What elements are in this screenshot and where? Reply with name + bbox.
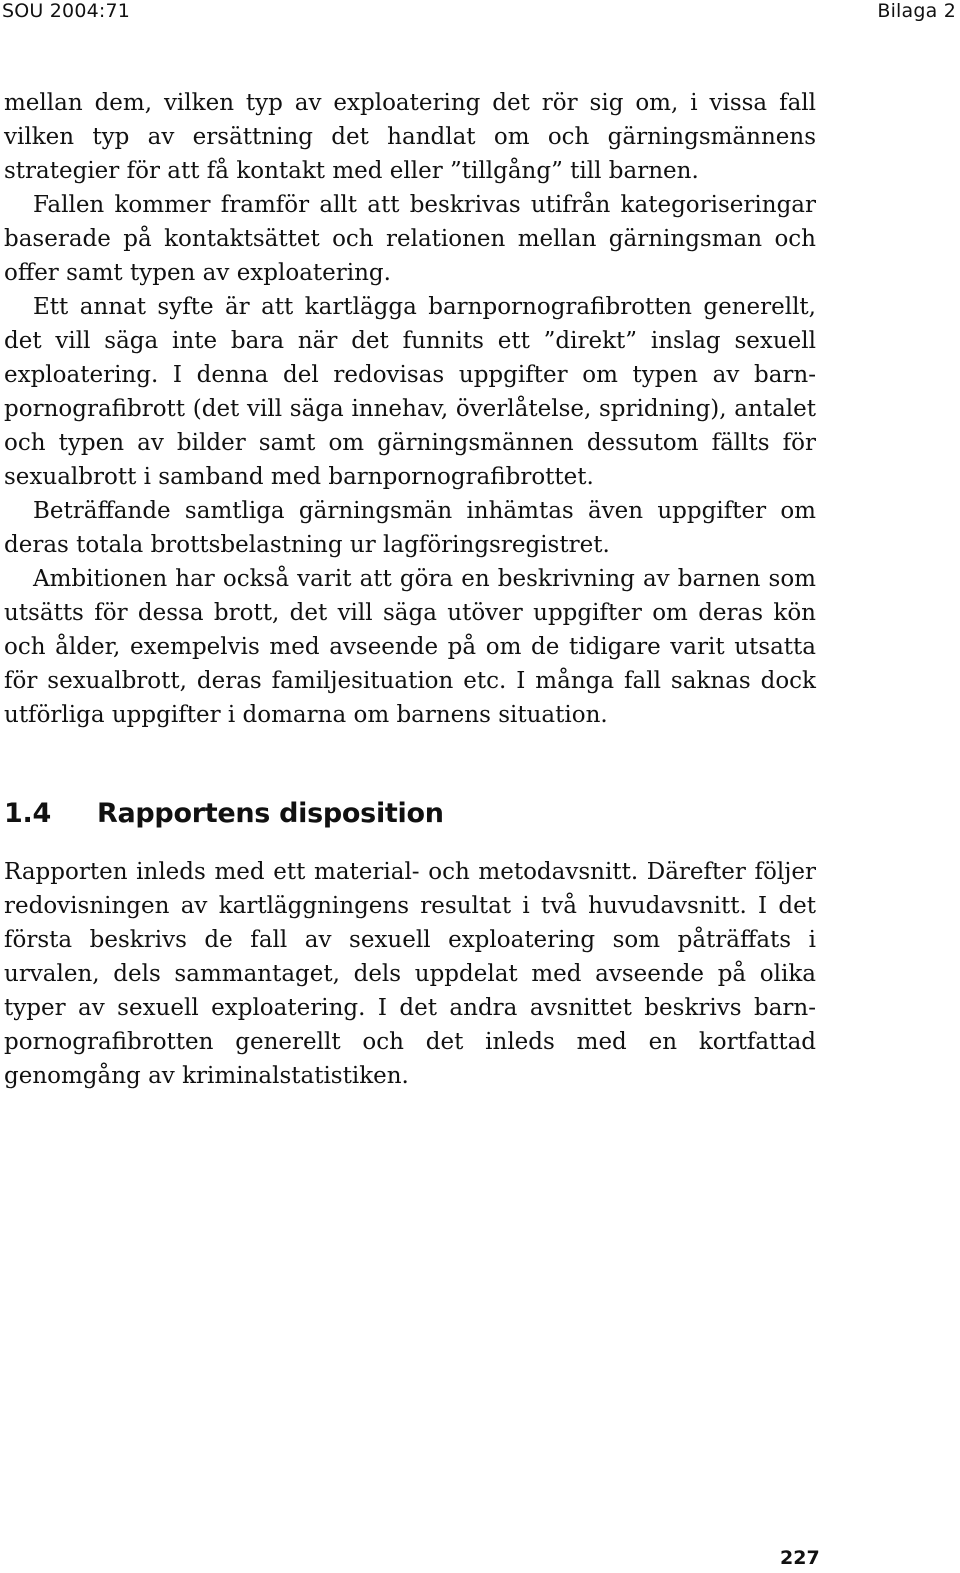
paragraph-continued: mellan dem, vilken typ av exploatering det rör sig om, i vissa fall vilken typ av ersättning det handlat om och gärningsmännens strategier för att få kontakt med eller ”tillgång” till barnen. — [4, 90, 816, 184]
paragraph: Ett annat syfte är att kartlägga barnpornografibrotten generellt, det vill säga inte bara när det funnits ett ”direkt” inslag sexuell exploatering. I denna del redovisas uppgifter om typen av barnpornografibrott (det vill säga innehav, överlåtelse, spridning), antalet och typen av bilder samt om gärningsmännen dessutom fällts för sexualbrott i samband med barnpornografibrottet. — [4, 294, 816, 490]
section-body — [4, 855, 816, 1093]
page-number: 227 — [780, 1547, 820, 1569]
paragraph: Fallen kommer framför allt att beskrivas utifrån kategoriseringar baserade på kontaktsättet och relationen mellan gärningsman och offer samt typen av exploatering. — [4, 192, 816, 286]
section-heading — [4, 795, 444, 833]
paragraph: Ambitionen har också varit att göra en beskrivning av barnen som utsätts för dessa brott, det vill säga utöver uppgifter om deras kön och ålder, exempelvis med avseende på om de tidigare varit utsatta för sexualbrott, deras familjesituation etc. I många fall saknas dock utförliga uppgifter i domarna om barnens situation. — [4, 566, 816, 728]
appendix-label: Bilaga 2 — [877, 0, 956, 22]
section-title: Rapportens disposition — [97, 798, 444, 829]
body-text — [4, 86, 816, 732]
paragraph: Rapporten inleds med ett material- och metodavsnitt. Därefter följer redovisningen av kartläggningens resultat i två huvudavsnitt. I det första beskrivs de fall av sexuell exploatering som påträffats i urvalen, dels sammantaget, dels uppdelat med avseende på olika typer av sexuell exploatering. I det andra avsnittet beskrivs barnpornografibrotten generellt och det inleds med en kortfattad genomgång av kriminalstatistiken. — [4, 859, 816, 1089]
report-id: SOU 2004:71 — [2, 0, 131, 22]
section-number: 1.4 — [4, 798, 51, 829]
paragraph: Beträffande samtliga gärningsmän inhämtas även uppgifter om deras totala brottsbelastning ur lagföringsregistret. — [4, 498, 816, 558]
